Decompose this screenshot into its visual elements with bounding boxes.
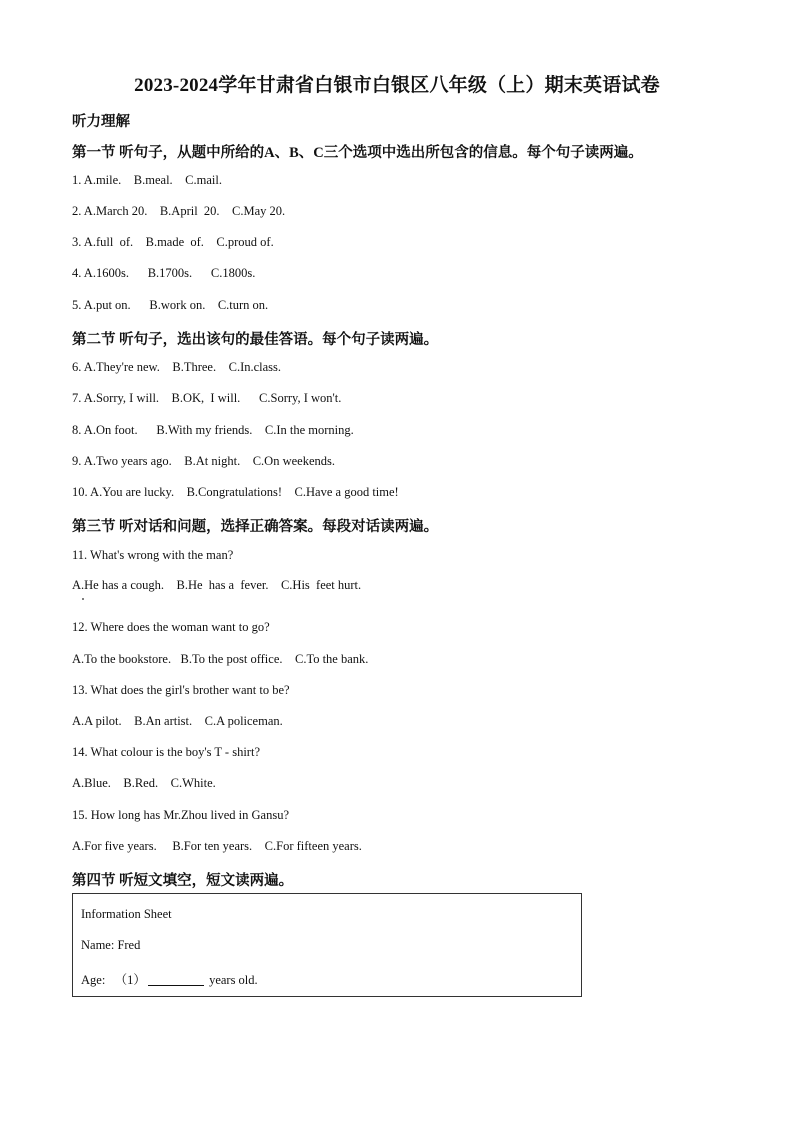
age-blank[interactable]: [148, 973, 204, 986]
section-4-heading: 第四节 听短文填空，短文读两遍。: [72, 873, 294, 889]
answer-options-line: A.Blue. B.Red. C.White.: [72, 776, 216, 790]
age-suffix: years old.: [205, 973, 258, 987]
section-3-heading: 第三节 听对话和问题，选择正确答案。每段对话读两遍。: [72, 519, 439, 535]
question-line: 9. A.Two years ago. B.At night. C.On weekends.: [72, 454, 335, 468]
question-line: 2. A.March 20. B.April 20. C.May 20.: [72, 204, 286, 218]
answer-options-line: A.To the bookstore. B.To the post office. C.To the bank.: [72, 652, 369, 666]
exam-title: 2023-2024学年甘肃省白银市白银区八年级（上）期末英语试卷: [134, 75, 660, 96]
question-line: 4. A.1600s. B.1700s. C.1800s.: [72, 266, 256, 280]
question-line: 3. A.full of. B.made of. C.proud of.: [72, 235, 274, 249]
question-line: 11. What's wrong with the man?: [72, 548, 234, 562]
question-line: 1. A.mile. B.meal. C.mail.: [72, 173, 222, 187]
stray-dot: [82, 598, 84, 600]
question-line: 15. How long has Mr.Zhou lived in Gansu?: [72, 808, 289, 822]
answer-options-line: A.For five years. B.For ten years. C.For fifteen years.: [72, 839, 362, 853]
information-sheet-name: Name: Fred: [81, 938, 141, 952]
question-line: 12. Where does the woman want to go?: [72, 620, 270, 634]
question-line: 6. A.They're new. B.Three. C.In.class.: [72, 360, 282, 374]
answer-options-line: A.He has a cough. B.He has a fever. C.His feet hurt.: [72, 578, 362, 592]
information-sheet-box: [72, 893, 582, 997]
part-heading: 听力理解: [72, 114, 130, 130]
question-line: 5. A.put on. B.work on. C.turn on.: [72, 298, 269, 312]
question-line: 8. A.On foot. B.With my friends. C.In the morning.: [72, 423, 354, 437]
information-sheet-title: Information Sheet: [81, 907, 172, 921]
answer-options-line: A.A pilot. B.An artist. C.A policeman.: [72, 714, 283, 728]
question-line: 7. A.Sorry, I will. B.OK, I will. C.Sorry, I won't.: [72, 391, 342, 405]
section-1-heading: 第一节 听句子，从题中所给的A、B、C三个选项中选出所包含的信息。每个句子读两遍。: [72, 145, 643, 161]
age-label: Age: （1）: [81, 973, 146, 987]
question-line: 10. A.You are lucky. B.Congratulations! C.Have a good time!: [72, 485, 399, 499]
information-sheet-age: [81, 970, 258, 988]
question-line: 14. What colour is the boy's T - shirt?: [72, 745, 260, 759]
question-line: 13. What does the girl's brother want to be?: [72, 683, 290, 697]
section-2-heading: 第二节 听句子，选出该句的最佳答语。每个句子读两遍。: [72, 332, 439, 348]
